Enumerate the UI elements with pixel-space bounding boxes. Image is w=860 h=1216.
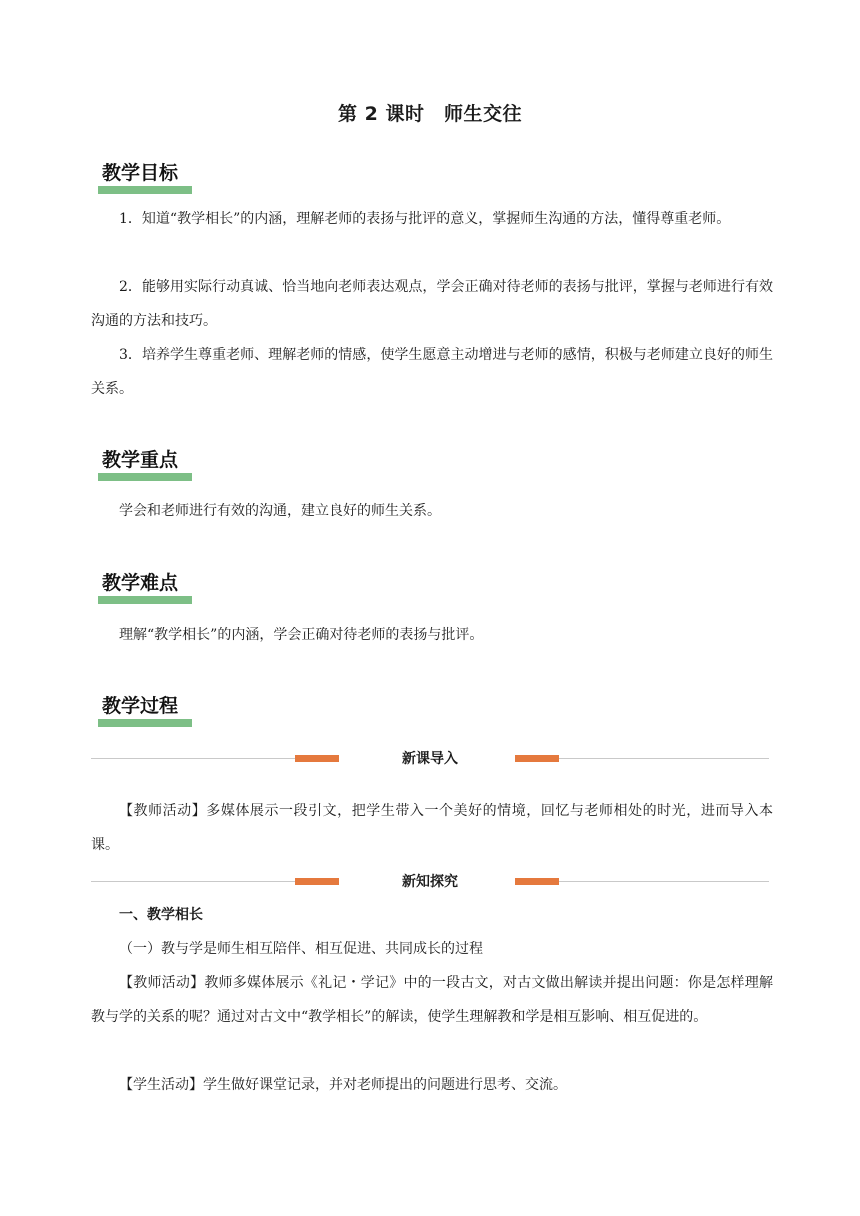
intro-divider-label: 新课导入 [402,751,458,767]
intro-divider [91,747,769,771]
teacher-activity: 【教师活动】教师多媒体展示《礼记・学记》中的一段古文，对古文做出解读并提出问题：你是怎样理解教与学的关系的呢？通过对古文中“教学相长”的解读，使学生理解教和学是相互影响、相互促进的。 [91,975,773,1025]
student-activity: 【学生活动】学生做好课堂记录，并对老师提出的问题进行思考、交流。 [119,1077,567,1093]
heading-underline [98,186,192,194]
sub1-title: （一）教与学是师生相互陪伴、相互促进、共同成长的过程 [119,941,483,957]
divider-accent-right [515,755,559,762]
objectives-heading-text: 教学目标 [102,162,179,184]
key-points-heading [98,447,178,481]
process-heading [98,693,178,727]
part1-title: 一、教学相长 [119,907,203,923]
explore-divider-label: 新知探究 [402,874,458,890]
difficulties-heading [98,570,178,604]
page-title: 第 2 课时 师生交往 [338,103,522,125]
objectives-heading [98,160,178,194]
heading-underline [98,719,192,727]
objective-item-1: 1．知道“教学相长”的内涵，理解老师的表扬与批评的意义，掌握师生沟通的方法，懂得尊重老师。 [119,211,731,227]
divider-line-right [559,881,769,882]
difficulties-heading-text: 教学难点 [102,572,179,594]
key-points-text: 学会和老师进行有效的沟通，建立良好的师生关系。 [119,503,441,519]
explore-divider [91,870,769,894]
divider-accent-right [515,878,559,885]
heading-underline [98,473,192,481]
difficulties-text: 理解“教学相长”的内涵，学会正确对待老师的表扬与批评。 [119,627,484,643]
heading-underline [98,596,192,604]
objective-item-2: 2．能够用实际行动真诚、恰当地向老师表达观点，学会正确对待老师的表扬与批评，掌握与老师进行有效沟通的方法和技巧。 [91,279,773,329]
objective-item-3: 3．培养学生尊重老师、理解老师的情感，使学生愿意主动增进与老师的感情，积极与老师建立良好的师生关系。 [91,347,773,397]
divider-line-right [559,758,769,759]
intro-text: 【教师活动】多媒体展示一段引文，把学生带入一个美好的情境，回忆与老师相处的时光，进而导入本课。 [91,803,773,853]
key-points-heading-text: 教学重点 [102,449,179,471]
process-heading-text: 教学过程 [102,695,179,717]
